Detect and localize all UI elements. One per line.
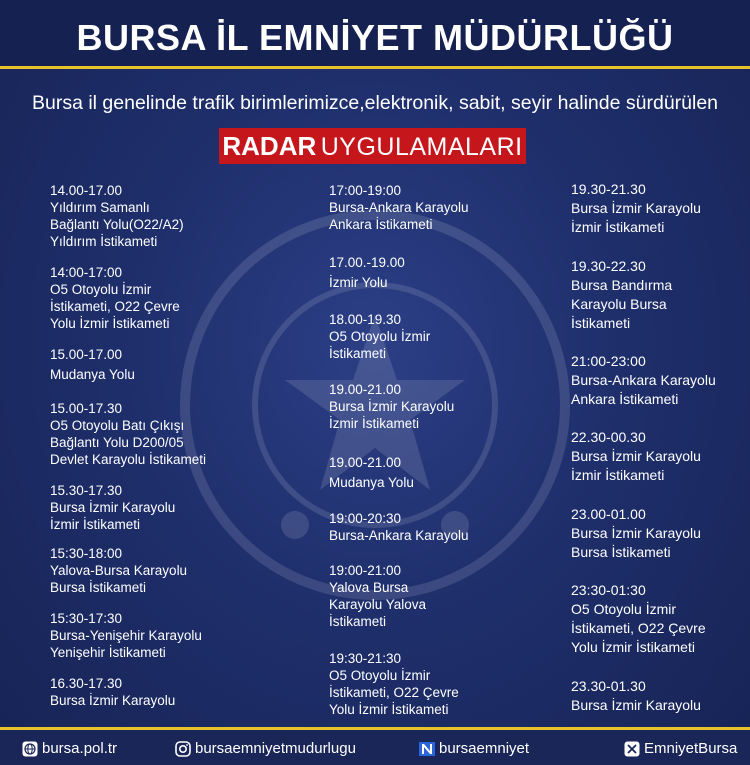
nsosyal-icon <box>419 741 435 757</box>
entry-time: 15:30-17:30 <box>50 611 123 626</box>
entry-location: O5 Otoyolu İzmir İstikameti <box>329 329 431 361</box>
entry-location: Mudanya Yolu <box>50 367 135 382</box>
entry-time: 15.00-17.00 <box>50 347 123 362</box>
entry-location: O5 Otoyolu İzmir İstikameti, O22 Çevre Yolu İzmir İstikameti <box>571 601 706 655</box>
entry-time: 15.30-17.30 <box>50 483 123 498</box>
entry-time: 23:30-01:30 <box>571 582 646 598</box>
entry-time: 19.00-21.00 <box>329 455 402 470</box>
entry-location: Bursa-Ankara Karayolu <box>329 528 469 543</box>
entry-location: O5 Otoyolu İzmir İstikameti, O22 Çevre Yolu İzmir İstikameti <box>50 282 180 331</box>
entry-location: O5 Otoyolu Batı Çıkışı Bağlantı Yolu D200/05 Devlet Karayolu İstikameti <box>50 418 207 467</box>
entry-time: 21:00-23:00 <box>571 353 646 369</box>
entry-time: 19.00-21.00 <box>329 382 402 397</box>
entry-time: 19.30-21.30 <box>571 181 646 197</box>
entry-location: Bursa İzmir Karayolu İzmir İstikameti <box>571 448 701 483</box>
schedule-entry <box>329 182 469 233</box>
schedule-entry <box>50 545 187 596</box>
entry-time: 17:00-19:00 <box>329 183 402 198</box>
banner-bold-text: RADAR <box>222 131 317 161</box>
entry-time: 18.00-19.30 <box>329 312 402 327</box>
footer-nsosyal-text: bursaemniyet <box>439 740 530 757</box>
schedule-entry <box>50 610 202 661</box>
schedule-entry <box>329 650 459 718</box>
entry-time: 23.30-01.30 <box>571 678 646 694</box>
entry-time: 22.30-00.30 <box>571 429 646 445</box>
entry-time: 19.30-22.30 <box>571 258 646 274</box>
entry-location: Yıldırım Samanlı Bağlantı Yolu(O22/A2) Yıldırım İstikameti <box>50 200 184 249</box>
schedule-entry <box>50 346 135 383</box>
schedule-entry <box>571 677 701 715</box>
schedule-entry <box>329 510 469 544</box>
entry-location: Bursa Bandırma Karayolu Bursa İstikameti <box>571 277 673 331</box>
entry-location: Bursa İzmir Karayolu Bursa İstikameti <box>571 525 701 560</box>
schedule-entry <box>571 505 701 562</box>
entry-time: 15.00-17.30 <box>50 401 123 416</box>
subtitle: Bursa il genelinde trafik birimlerimizce,elektronik, sabit, seyir halinde sürdürülen <box>31 92 719 114</box>
entry-location: Bursa İzmir Karayolu İzmir İstikameti <box>571 200 701 235</box>
entry-location: O5 Otoyolu İzmir İstikameti, O22 Çevre Yolu İzmir İstikameti <box>329 668 459 717</box>
entry-time: 14.00-17.00 <box>50 183 123 198</box>
entry-location: Yalova Bursa Karayolu Yalova İstikameti <box>329 580 427 629</box>
entry-location: Bursa İzmir Karayolu İzmir İstikameti <box>50 500 176 532</box>
entry-location: Bursa-Ankara Karayolu Ankara İstikameti <box>571 372 716 407</box>
footer-web-text: bursa.pol.tr <box>42 740 118 757</box>
instagram-icon <box>175 741 191 757</box>
schedule-entry <box>329 254 405 291</box>
radar-banner <box>219 128 526 164</box>
schedule-entry <box>50 482 175 533</box>
entry-location: Bursa-Ankara Karayolu Ankara İstikameti <box>329 200 469 232</box>
header-divider <box>0 66 750 69</box>
schedule-entry <box>329 454 414 491</box>
footer-web-link[interactable] <box>22 740 117 757</box>
entry-location: İzmir Yolu <box>329 275 388 290</box>
schedule-entry <box>329 562 426 630</box>
schedule-entry <box>571 180 701 237</box>
entry-time: 19:00-21:00 <box>329 563 402 578</box>
entry-location: Bursa-Yenişehir Karayolu Yenişehir İstikameti <box>50 628 202 660</box>
footer-instagram-text: bursaemniyetmudurlugu <box>195 740 356 757</box>
schedule-entry <box>571 428 701 485</box>
schedule-entry <box>50 182 184 250</box>
schedule-entry <box>329 381 454 432</box>
entry-location: Yalova-Bursa Karayolu Bursa İstikameti <box>50 563 188 595</box>
entry-time: 17.00.-19.00 <box>329 255 405 270</box>
entry-location: Mudanya Yolu <box>329 475 414 490</box>
schedule-entry <box>571 352 716 409</box>
x-icon <box>624 741 640 757</box>
entry-location: Bursa İzmir Karayolu İzmir İstikameti <box>329 399 455 431</box>
entry-time: 14:00-17:00 <box>50 265 123 280</box>
footer-instagram-link[interactable] <box>175 740 356 757</box>
entry-time: 19:00-20:30 <box>329 511 402 526</box>
banner-rest-text: UYGULAMALARI <box>320 133 523 161</box>
globe-icon <box>22 741 38 757</box>
footer-nsosyal-link[interactable] <box>419 740 529 757</box>
schedule-entry <box>571 581 706 657</box>
page-title: BURSA İL EMNİYET MÜDÜRLÜĞÜ <box>76 17 674 58</box>
entry-time: 15:30-18:00 <box>50 546 123 561</box>
entry-time: 19:30-21:30 <box>329 651 402 666</box>
schedule-entry <box>50 400 206 468</box>
schedule-entry <box>50 675 175 709</box>
entry-time: 23.00-01.00 <box>571 506 646 522</box>
schedule-entry <box>50 264 180 332</box>
schedule-entry <box>329 311 430 362</box>
entry-location: Bursa İzmir Karayolu <box>571 697 701 713</box>
entry-time: 16.30-17.30 <box>50 676 123 691</box>
footer-x-link[interactable] <box>624 740 737 757</box>
schedule-entry <box>571 257 672 333</box>
entry-location: Bursa İzmir Karayolu <box>50 693 176 708</box>
footer-x-text: EmniyetBursa <box>644 740 738 757</box>
